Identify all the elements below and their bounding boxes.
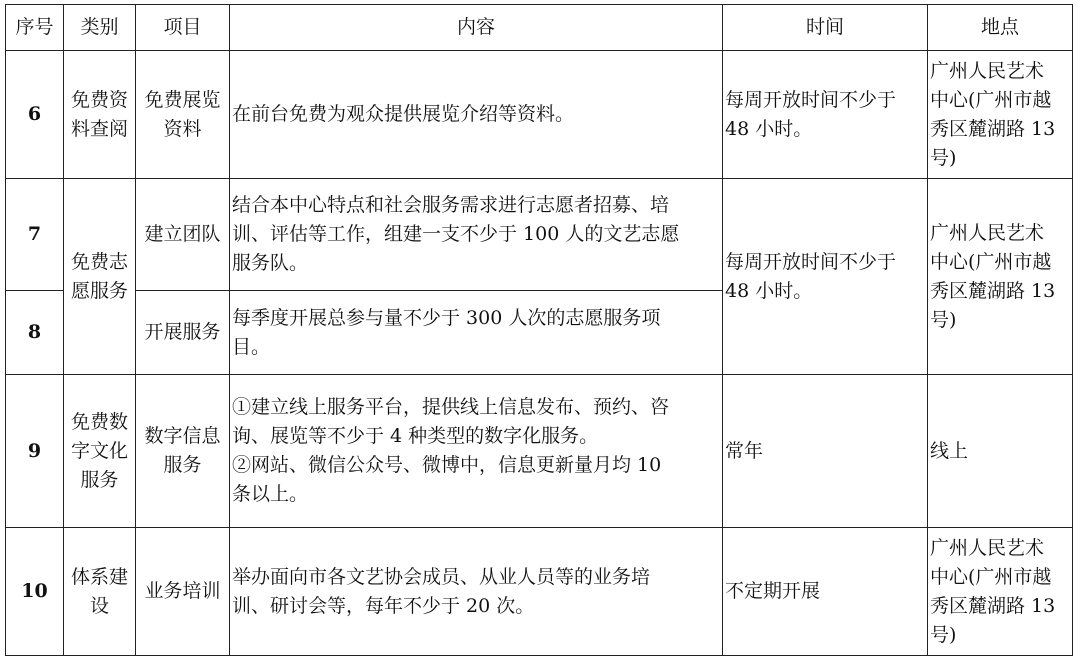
header-row [6, 5, 1073, 51]
place-line: 秀区麓湖路 13 [930, 117, 1056, 140]
content-cell [230, 51, 723, 179]
content-line: 询、展览等不少于 4 种类型的数字化服务。 [232, 425, 599, 447]
item-line: 服务 [163, 454, 202, 476]
content-line: 条以上。 [232, 483, 309, 505]
item-cell [136, 179, 230, 291]
place-line: 中心(广州市越 [930, 565, 1052, 588]
table-row [6, 179, 1073, 291]
category-cell [64, 179, 136, 375]
time-cell [723, 51, 928, 179]
place-cell [928, 51, 1073, 179]
item-line: 资料 [163, 117, 202, 140]
category-line: 体系建 [70, 565, 128, 588]
header-seq: 序号 [6, 5, 64, 51]
content-cell [230, 375, 723, 528]
time-line: 常年 [725, 439, 764, 462]
header-item: 项目 [136, 5, 230, 51]
content-line: 每季度开展总参与量不少于 300 人次的志愿服务项 [232, 306, 661, 329]
category-line: 免费资 [70, 88, 128, 111]
item-line: 业务培训 [144, 580, 221, 602]
time-line: 每周开放时间不少于 [725, 250, 897, 273]
category-cell [64, 51, 136, 179]
time-line: 48 小时。 [725, 279, 813, 302]
header-content: 内容 [230, 5, 723, 51]
time-cell [723, 375, 928, 528]
service-table [5, 4, 1073, 656]
item-cell [136, 528, 230, 656]
content-line: 结合本中心特点和社会服务需求进行志愿者招募、培 [232, 194, 670, 216]
seq-cell: 7 [6, 179, 64, 291]
content-line: 训、研讨会等，每年不少于 20 次。 [232, 594, 535, 617]
category-line: 免费志 [70, 250, 128, 273]
category-line: 料查阅 [70, 117, 128, 140]
place-line: 广州人民艺术 [930, 59, 1045, 82]
place-line: 号) [930, 623, 957, 646]
category-cell [64, 375, 136, 528]
category-cell [64, 528, 136, 656]
item-line: 建立团队 [144, 223, 221, 245]
content-line: ①建立线上服务平台，提供线上信息发布、预约、咨 [232, 396, 670, 418]
time-line: 不定期开展 [725, 580, 821, 602]
item-line: 数字信息 [144, 425, 221, 447]
seq-cell: 6 [6, 51, 64, 179]
time-line: 每周开放时间不少于 [725, 88, 897, 111]
time-line: 48 小时。 [725, 117, 813, 140]
place-line: 中心(广州市越 [930, 88, 1052, 111]
place-line: 号) [930, 308, 957, 331]
content-cell [230, 528, 723, 656]
content-line: 目。 [232, 335, 271, 358]
item-line: 开展服务 [144, 321, 221, 343]
category-line: 设 [89, 594, 109, 617]
item-cell [136, 375, 230, 528]
content-line: 在前台免费为观众提供展览介绍等资料。 [232, 103, 575, 125]
content-line: ②网站、微信公众号、微博中，信息更新量月均 10 [232, 454, 662, 476]
place-line: 线上 [930, 439, 969, 462]
time-cell [723, 179, 928, 375]
content-cell [230, 291, 723, 375]
content-cell [230, 179, 723, 291]
seq-cell: 10 [6, 528, 64, 656]
place-cell [928, 528, 1073, 656]
content-line: 服务队。 [232, 252, 309, 274]
item-cell [136, 51, 230, 179]
place-line: 秀区麓湖路 13 [930, 594, 1056, 617]
category-line: 愿服务 [70, 279, 128, 302]
place-cell [928, 375, 1073, 528]
place-line: 秀区麓湖路 13 [930, 279, 1056, 302]
table-row [6, 528, 1073, 656]
header-place: 地点 [928, 5, 1073, 51]
table-row [6, 51, 1073, 179]
item-cell [136, 291, 230, 375]
header-category: 类别 [64, 5, 136, 51]
content-line: 举办面向市各文艺协会成员、从业人员等的业务培 [232, 565, 651, 588]
place-line: 中心(广州市越 [930, 250, 1052, 273]
category-line: 免费数 [70, 410, 128, 433]
seq-cell: 8 [6, 291, 64, 375]
time-cell [723, 528, 928, 656]
category-line: 服务 [80, 468, 119, 491]
table-row [6, 375, 1073, 528]
seq-cell: 9 [6, 375, 64, 528]
place-line: 广州人民艺术 [930, 221, 1045, 244]
place-line: 号) [930, 146, 957, 169]
place-cell [928, 179, 1073, 375]
item-line: 免费展览 [144, 88, 221, 111]
place-line: 广州人民艺术 [930, 536, 1045, 559]
category-line: 字文化 [70, 439, 128, 462]
content-line: 训、评估等工作，组建一支不少于 100 人的文艺志愿 [232, 223, 680, 245]
header-time: 时间 [723, 5, 928, 51]
